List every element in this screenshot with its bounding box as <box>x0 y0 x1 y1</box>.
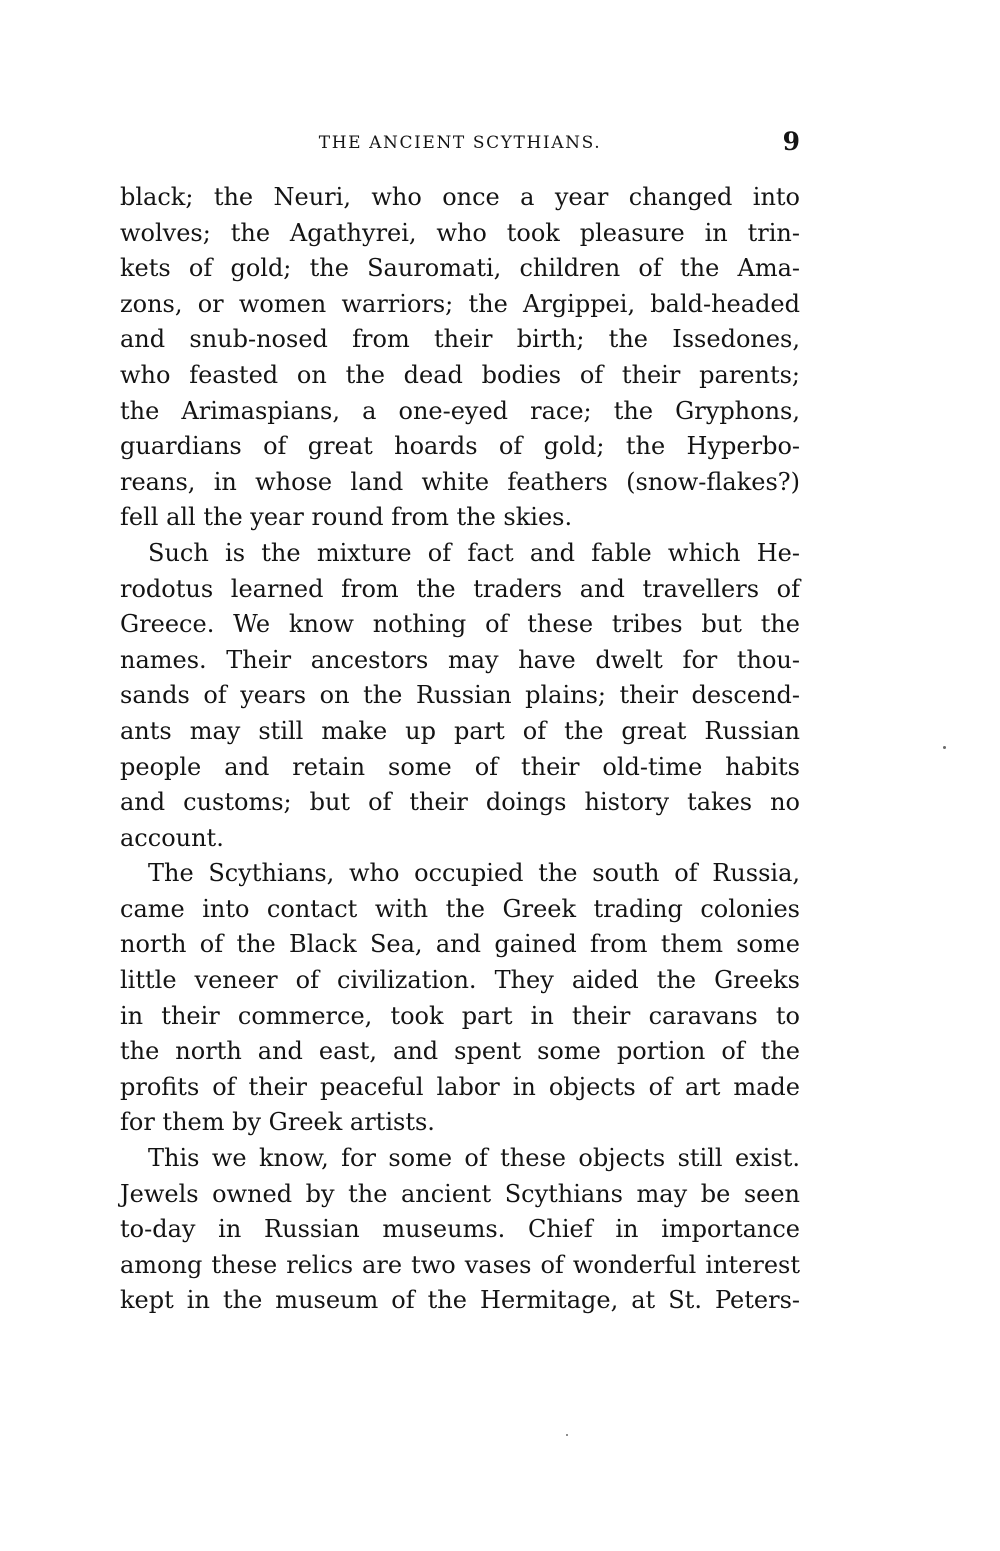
text-line: reans, in whose land white feathers (snow-flakes?) <box>120 467 800 496</box>
body-text <box>120 180 800 1319</box>
text-line: rodotus learned from the traders and travellers of <box>120 574 800 603</box>
text-line: Greece. We know nothing of these tribes but the <box>120 610 800 639</box>
text-line: guardians of great hoards of gold; the Hyperbo- <box>120 432 800 461</box>
text-line: wolves; the Agathyrei, who took pleasure in trin- <box>120 218 800 247</box>
text-line: sands of years on the Russian plains; their descend- <box>120 681 800 710</box>
page-number: 9 <box>782 127 800 156</box>
text-line: kept in the museum of the Hermitage, at St. Peters- <box>120 1286 800 1315</box>
paragraph-end-line: account. <box>120 823 224 852</box>
text-line: zons, or women warriors; the Argippei, bald-headed <box>120 289 800 318</box>
paragraph-start-line: The Scythians, who occupied the south of Russia, <box>148 859 800 888</box>
paragraph-start-line: Such is the mixture of fact and fable which He- <box>148 538 800 567</box>
text-line: kets of gold; the Sauromati, children of the Ama- <box>120 254 800 283</box>
text-line: Jewels owned by the ancient Scythians may be seen <box>120 1179 800 1208</box>
text-line: little veneer of civilization. They aided the Greeks <box>120 966 800 995</box>
text-line: came into contact with the Greek trading colonies <box>120 894 800 923</box>
text-line: north of the Black Sea, and gained from them some <box>120 930 800 959</box>
text-line: in their commerce, took part in their caravans to <box>120 1001 800 1030</box>
paragraph-start-line: This we know, for some of these objects still exist. <box>148 1144 800 1173</box>
text-line: the Arimaspians, a one-eyed race; the Gryphons, <box>120 396 800 425</box>
text-line: to-day in Russian museums. Chief in importance <box>120 1215 800 1244</box>
paragraph-end-line: fell all the year round from the skies. <box>120 503 573 532</box>
text-line: names. Their ancestors may have dwelt for thou- <box>120 645 800 674</box>
text-line: and customs; but of their doings history takes no <box>120 788 800 817</box>
text-line: black; the Neuri, who once a year changed into <box>120 183 800 211</box>
running-head <box>120 127 800 167</box>
running-title: THE ANCIENT SCYTHIANS. <box>318 133 602 153</box>
text-line: and snub-nosed from their birth; the Issedones, <box>120 325 800 354</box>
text-line: among these relics are two vases of wonderful interest <box>120 1250 800 1279</box>
paper-speck <box>943 746 946 749</box>
paper-speck <box>566 1434 568 1436</box>
text-line: ants may still make up part of the great Russian <box>120 716 800 745</box>
text-line: profits of their peaceful labor in objects of art made <box>120 1072 800 1101</box>
text-line: people and retain some of their old-time habits <box>120 752 800 781</box>
paragraph-end-line: for them by Greek artists. <box>120 1108 435 1137</box>
text-line: who feasted on the dead bodies of their parents; <box>120 360 800 389</box>
text-line: the north and east, and spent some portion of the <box>120 1037 800 1066</box>
